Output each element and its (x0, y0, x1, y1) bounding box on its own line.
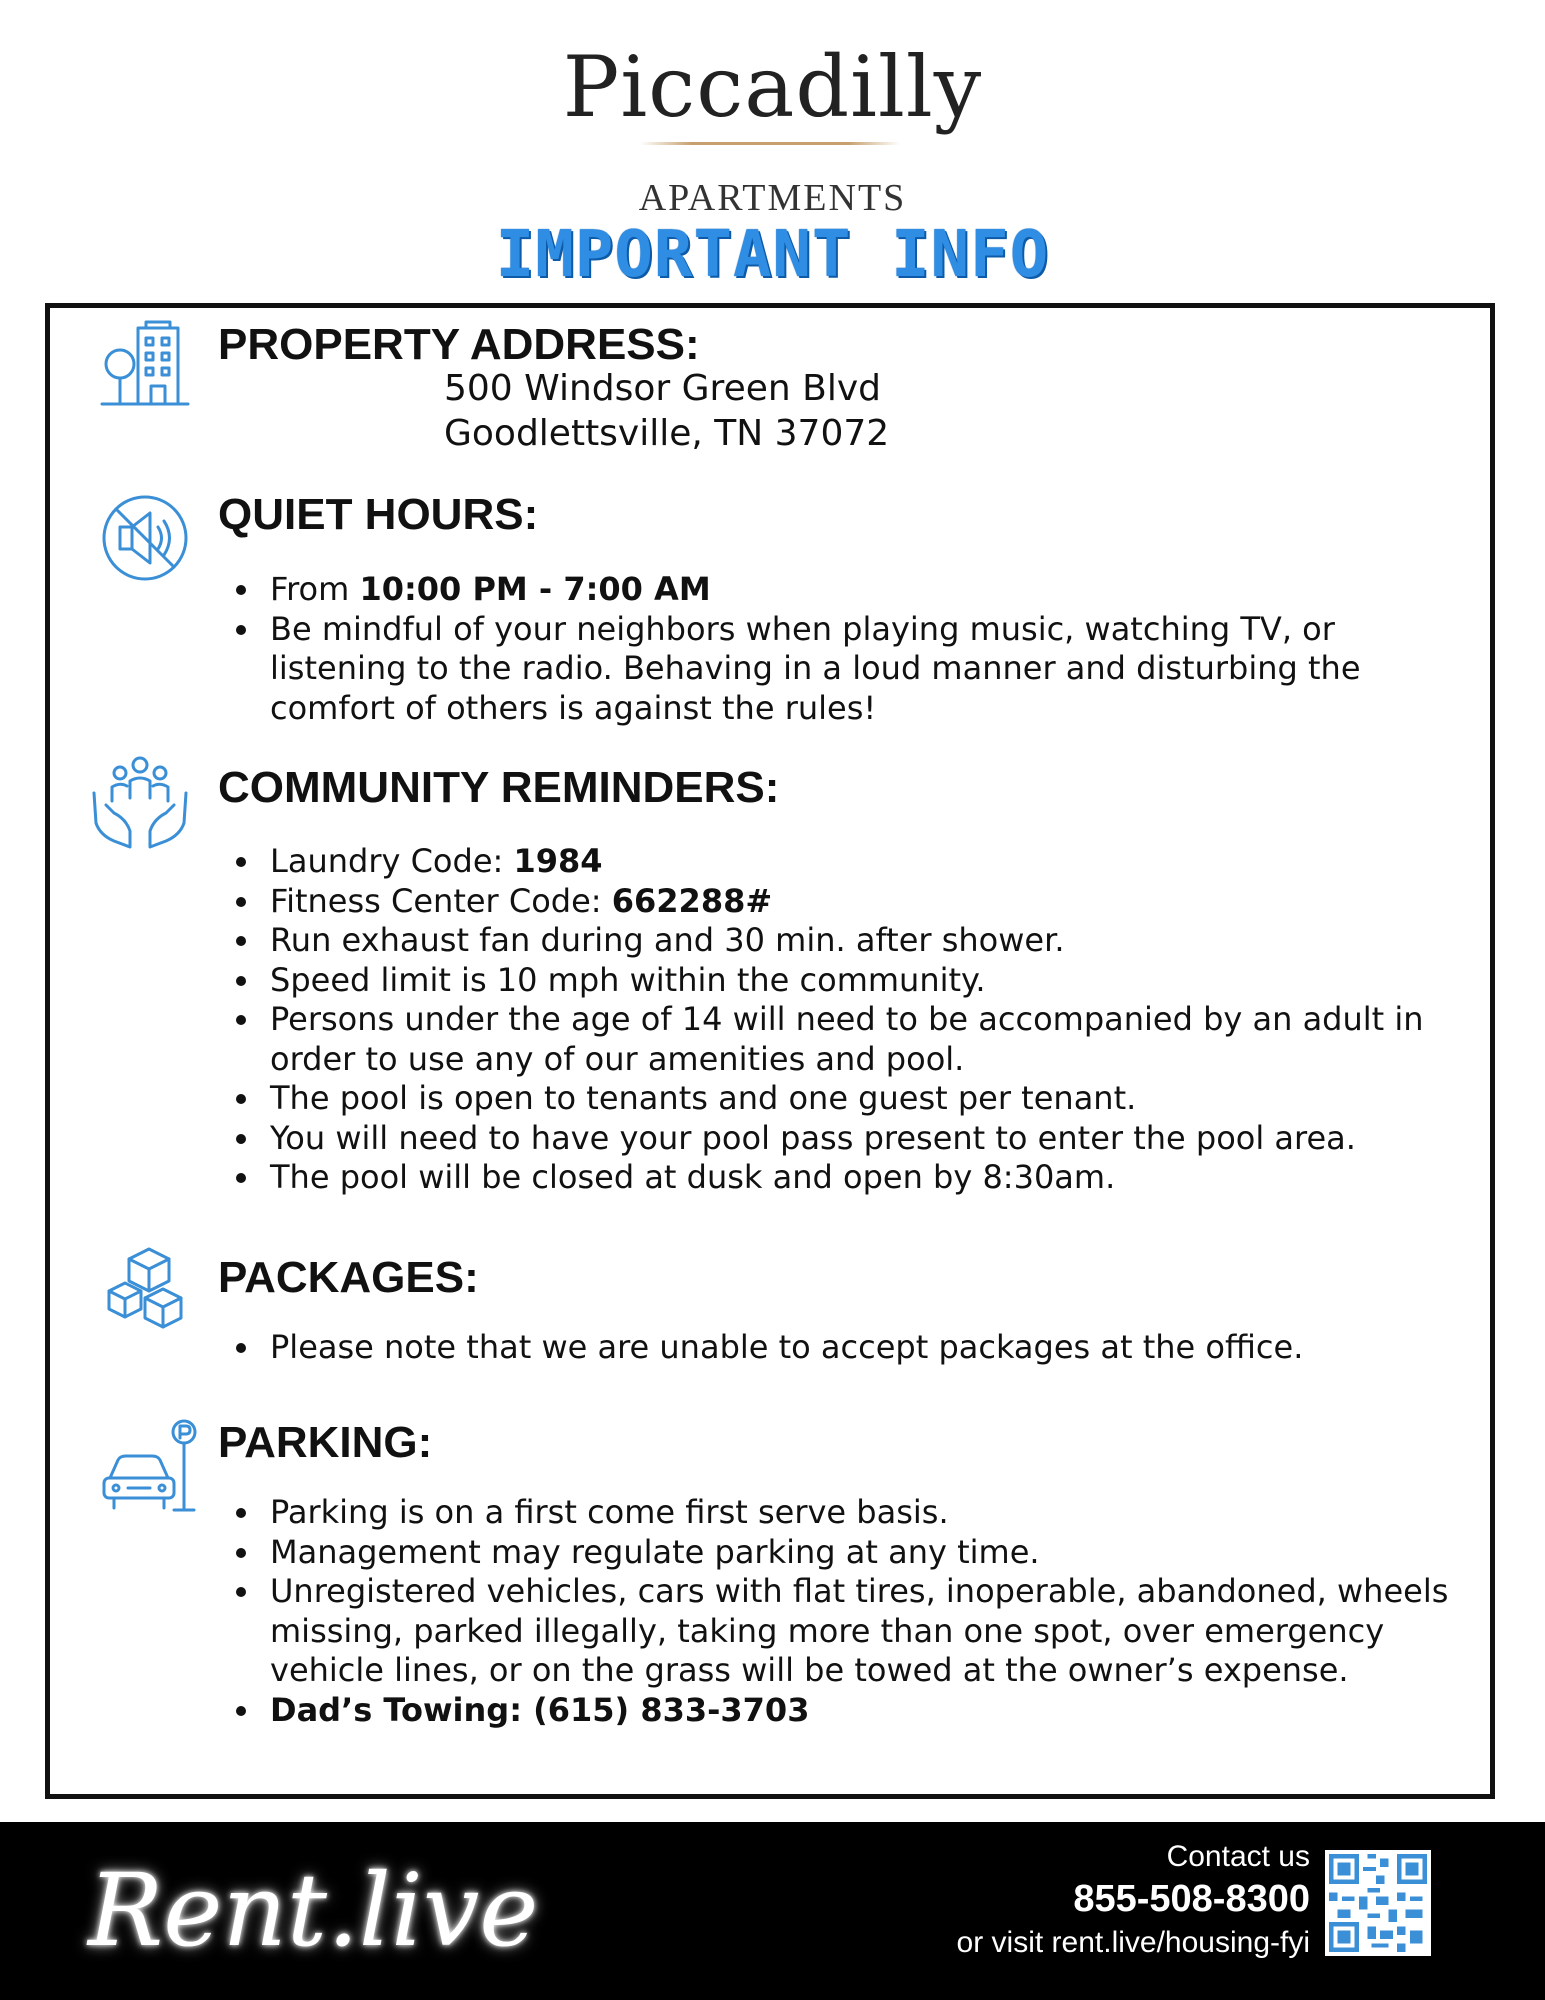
footer (0, 1822, 1545, 2000)
list-item: The pool is open to tenants and one guest per tenant. (218, 1079, 1468, 1119)
list-item (218, 882, 1468, 922)
fitness-label: Fitness Center Code: (270, 881, 612, 920)
community-list (218, 842, 1468, 1198)
quiet-hours-time: 10:00 PM - 7:00 AM (359, 570, 711, 608)
packages-title: PACKAGES: (218, 1253, 479, 1302)
list-item: Run exhaust fan during and 30 min. after shower. (218, 921, 1468, 961)
list-item (218, 842, 1468, 882)
packages-list (218, 1328, 1468, 1368)
community-hands-icon (90, 753, 190, 853)
list-item (218, 570, 1468, 610)
brand-logo: Rent.live (88, 1852, 539, 1969)
contact-website[interactable]: or visit rent.live/housing-fyi (956, 1926, 1310, 1959)
contact-phone[interactable]: 855-508-8300 (1073, 1878, 1310, 1920)
header (0, 0, 1545, 300)
logo-subtitle: APARTMENTS (638, 177, 907, 219)
logo-divider (640, 142, 900, 145)
muted-speaker-icon (100, 493, 190, 583)
logo-name: Piccadilly (562, 38, 983, 136)
list-item: Persons under the age of 14 will need to be accompanied by an adult in order to use any of our amenities and pool. (218, 1000, 1468, 1079)
list-item: Be mindful of your neighbors when playing music, watching TV, or listening to the radio. Behaving in a loud manner and disturbing the comfort of others is against the rules! (218, 610, 1468, 729)
laundry-code: 1984 (513, 842, 603, 880)
list-item: The pool will be closed at dusk and open by 8:30am. (218, 1158, 1468, 1198)
fitness-code: 662288# (611, 881, 773, 920)
page-title: IMPORTANT INFO (495, 218, 1050, 292)
list-item: Management may regulate parking at any time. (218, 1533, 1468, 1573)
address-line-1: 500 Windsor Green Blvd (444, 368, 881, 409)
list-item: Speed limit is 10 mph within the community. (218, 961, 1468, 1001)
car-parking-icon (100, 1418, 200, 1518)
address-line-2: Goodlettsville, TN 37072 (444, 413, 890, 454)
parking-list (218, 1493, 1468, 1730)
list-item: You will need to have your pool pass present to enter the pool area. (218, 1119, 1468, 1159)
parking-title: PARKING: (218, 1418, 433, 1467)
address-title: PROPERTY ADDRESS: (218, 320, 700, 369)
quiet-hours-prefix: From (270, 570, 360, 608)
towing-contact: Dad’s Towing: (615) 833-3703 (270, 1690, 810, 1729)
packages-icon (105, 1243, 195, 1333)
list-item (218, 1691, 1468, 1731)
quiet-hours-title: QUIET HOURS: (218, 490, 539, 539)
quiet-hours-list (218, 570, 1468, 728)
list-item: Parking is on a first come first serve basis. (218, 1493, 1468, 1533)
community-title: COMMUNITY REMINDERS: (218, 763, 780, 812)
building-icon (100, 320, 190, 410)
contact-label: Contact us (1166, 1840, 1310, 1873)
laundry-label: Laundry Code: (270, 842, 514, 880)
qr-code-icon[interactable] (1325, 1850, 1431, 1956)
info-box (45, 303, 1495, 1799)
list-item: Please note that we are unable to accept packages at the office. (218, 1328, 1468, 1368)
list-item: Unregistered vehicles, cars with flat tires, inoperable, abandoned, wheels missing, parked illegally, taking more than one spot, over emergency vehicle lines, or on the grass will be towed at the owner’s expense. (218, 1572, 1468, 1691)
